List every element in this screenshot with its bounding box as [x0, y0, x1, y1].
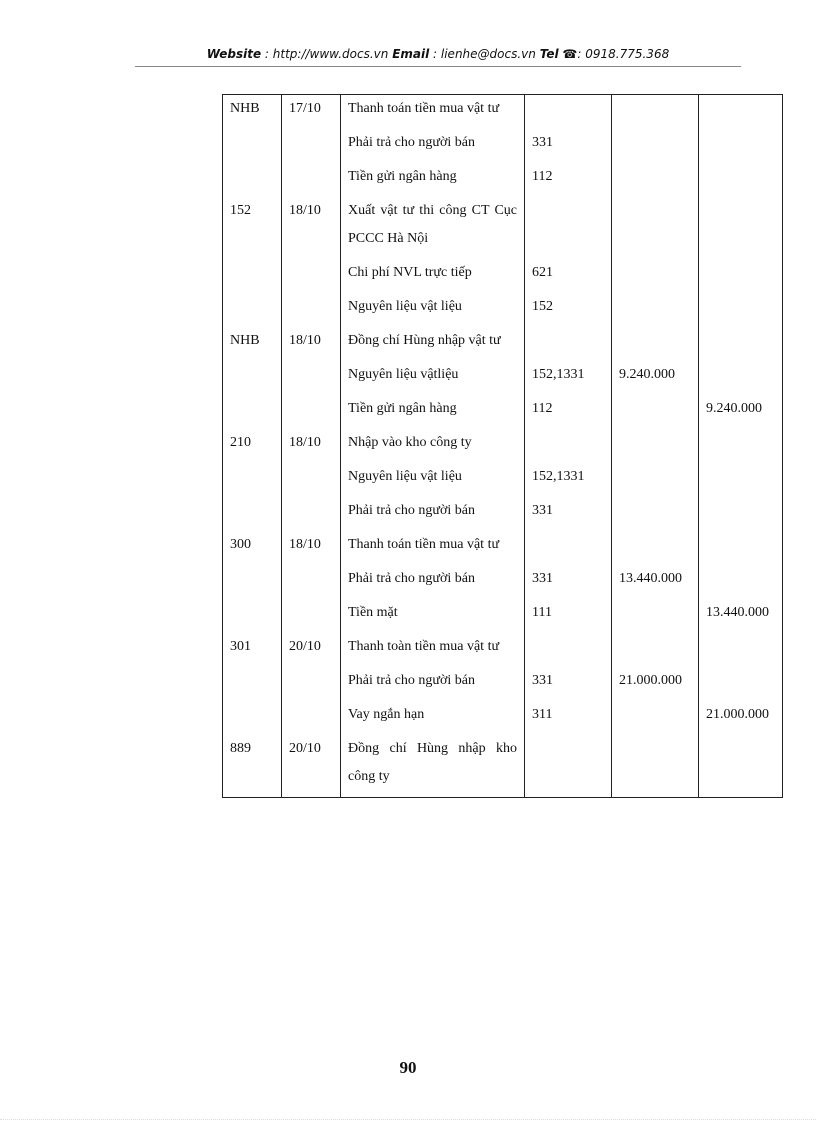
doc-number-cell: NHB — [223, 327, 282, 361]
email-label: Email — [392, 47, 430, 61]
date-cell: 20/10 — [282, 633, 341, 667]
table-row — [223, 667, 783, 701]
account-cell — [525, 633, 612, 667]
credit-cell — [699, 327, 783, 361]
description-cell: Nguyên liệu vậtliệu — [341, 361, 525, 395]
credit-cell — [699, 497, 783, 531]
table-row — [223, 129, 783, 163]
description-cell: Vay ngắn hạn — [341, 701, 525, 735]
account-cell: 111 — [525, 599, 612, 633]
doc-number-cell — [223, 361, 282, 395]
date-cell: 18/10 — [282, 531, 341, 565]
account-cell — [525, 429, 612, 463]
doc-number-cell — [223, 599, 282, 633]
description-cell: Đồng chí Hùng nhập kho công ty — [341, 735, 525, 798]
date-cell — [282, 361, 341, 395]
credit-cell — [699, 667, 783, 701]
account-cell: 331 — [525, 667, 612, 701]
date-cell: 18/10 — [282, 197, 341, 259]
description-cell: Đồng chí Hùng nhập vật tư — [341, 327, 525, 361]
header-divider — [135, 66, 741, 67]
page-number: 90 — [399, 1058, 417, 1077]
table-row — [223, 565, 783, 599]
account-cell: 112 — [525, 395, 612, 429]
account-cell: 331 — [525, 497, 612, 531]
table-row — [223, 633, 783, 667]
table-row — [223, 599, 783, 633]
description-cell: Tiền mặt — [341, 599, 525, 633]
account-cell: 112 — [525, 163, 612, 197]
debit-cell — [612, 293, 699, 327]
credit-cell: 13.440.000 — [699, 599, 783, 633]
description-cell: Tiền gửi ngân hàng — [341, 395, 525, 429]
credit-cell — [699, 95, 783, 130]
ledger-body — [223, 95, 783, 798]
debit-cell: 21.000.000 — [612, 667, 699, 701]
description-cell: Phải trả cho người bán — [341, 129, 525, 163]
doc-number-cell — [223, 395, 282, 429]
doc-number-cell — [223, 129, 282, 163]
account-cell: 152 — [525, 293, 612, 327]
page-header: Website : http://www.docs.vn Email : lienhe@docs.vn Tel ☎: 0918.775.368 — [206, 47, 670, 61]
doc-number-cell — [223, 293, 282, 327]
table-row — [223, 701, 783, 735]
credit-cell: 21.000.000 — [699, 701, 783, 735]
table-row — [223, 259, 783, 293]
table-row — [223, 497, 783, 531]
debit-cell — [612, 259, 699, 293]
description-cell: Nguyên liệu vật liệu — [341, 293, 525, 327]
doc-number-cell — [223, 259, 282, 293]
date-cell: 20/10 — [282, 735, 341, 798]
account-cell — [525, 197, 612, 259]
doc-number-cell: NHB — [223, 95, 282, 130]
date-cell — [282, 395, 341, 429]
description-cell: Thanh toán tiền mua vật tư — [341, 95, 525, 130]
account-cell — [525, 735, 612, 798]
tel-value: 0918.775.368 — [585, 47, 670, 61]
doc-number-cell: 210 — [223, 429, 282, 463]
table-row — [223, 361, 783, 395]
credit-cell — [699, 293, 783, 327]
table-row — [223, 531, 783, 565]
credit-cell — [699, 633, 783, 667]
credit-cell — [699, 463, 783, 497]
table-row — [223, 327, 783, 361]
debit-cell: 9.240.000 — [612, 361, 699, 395]
debit-cell — [612, 197, 699, 259]
debit-cell — [612, 531, 699, 565]
table-row — [223, 163, 783, 197]
website-url[interactable]: http://www.docs.vn — [272, 47, 389, 61]
debit-cell — [612, 429, 699, 463]
description-cell: Phải trả cho người bán — [341, 667, 525, 701]
description-cell: Nguyên liệu vật liệu — [341, 463, 525, 497]
doc-number-cell — [223, 667, 282, 701]
debit-cell — [612, 497, 699, 531]
description-cell: Thanh toàn tiền mua vật tư — [341, 633, 525, 667]
doc-number-cell: 152 — [223, 197, 282, 259]
account-cell: 152,1331 — [525, 361, 612, 395]
credit-cell — [699, 259, 783, 293]
doc-number-cell: 300 — [223, 531, 282, 565]
account-cell — [525, 95, 612, 130]
date-cell: 18/10 — [282, 429, 341, 463]
debit-cell — [612, 129, 699, 163]
description-cell: Tiền gửi ngân hàng — [341, 163, 525, 197]
credit-cell — [699, 129, 783, 163]
credit-cell — [699, 429, 783, 463]
credit-cell — [699, 565, 783, 599]
date-cell — [282, 497, 341, 531]
doc-number-cell — [223, 565, 282, 599]
doc-number-cell: 889 — [223, 735, 282, 798]
table-row — [223, 429, 783, 463]
description-cell: Thanh toán tiền mua vật tư — [341, 531, 525, 565]
account-cell: 331 — [525, 129, 612, 163]
account-cell — [525, 531, 612, 565]
footer-divider — [0, 1119, 816, 1120]
table-row — [223, 293, 783, 327]
table-row — [223, 197, 783, 259]
description-cell: Chi phí NVL trực tiếp — [341, 259, 525, 293]
date-cell — [282, 293, 341, 327]
table-row — [223, 735, 783, 798]
account-cell: 152,1331 — [525, 463, 612, 497]
email-value[interactable]: lienhe@docs.vn — [440, 47, 536, 61]
account-cell: 331 — [525, 565, 612, 599]
table-row — [223, 463, 783, 497]
date-cell — [282, 129, 341, 163]
description-cell: Xuất vật tư thi công CT Cục PCCC Hà Nội — [341, 197, 525, 259]
table-row — [223, 95, 783, 130]
debit-cell — [612, 463, 699, 497]
ledger-table — [222, 94, 783, 798]
debit-cell — [612, 327, 699, 361]
tel-label: Tel — [539, 47, 559, 61]
debit-cell — [612, 633, 699, 667]
credit-cell: 9.240.000 — [699, 395, 783, 429]
credit-cell — [699, 531, 783, 565]
doc-number-cell — [223, 701, 282, 735]
account-cell: 311 — [525, 701, 612, 735]
doc-number-cell — [223, 463, 282, 497]
debit-cell: 13.440.000 — [612, 565, 699, 599]
credit-cell — [699, 163, 783, 197]
date-cell — [282, 701, 341, 735]
debit-cell — [612, 701, 699, 735]
date-cell — [282, 163, 341, 197]
debit-cell — [612, 599, 699, 633]
website-label: Website — [206, 47, 262, 61]
description-cell: Nhập vào kho công ty — [341, 429, 525, 463]
date-cell — [282, 463, 341, 497]
credit-cell — [699, 361, 783, 395]
doc-number-cell — [223, 497, 282, 531]
account-cell — [525, 327, 612, 361]
date-cell — [282, 565, 341, 599]
debit-cell — [612, 735, 699, 798]
phone-icon: ☎ — [562, 47, 578, 61]
debit-cell — [612, 395, 699, 429]
credit-cell — [699, 735, 783, 798]
table-row — [223, 395, 783, 429]
doc-number-cell — [223, 163, 282, 197]
description-cell: Phải trả cho người bán — [341, 565, 525, 599]
debit-cell — [612, 163, 699, 197]
date-cell: 18/10 — [282, 327, 341, 361]
description-cell: Phải trả cho người bán — [341, 497, 525, 531]
debit-cell — [612, 95, 699, 130]
account-cell: 621 — [525, 259, 612, 293]
date-cell — [282, 259, 341, 293]
date-cell — [282, 599, 341, 633]
date-cell: 17/10 — [282, 95, 341, 130]
credit-cell — [699, 197, 783, 259]
doc-number-cell: 301 — [223, 633, 282, 667]
date-cell — [282, 667, 341, 701]
